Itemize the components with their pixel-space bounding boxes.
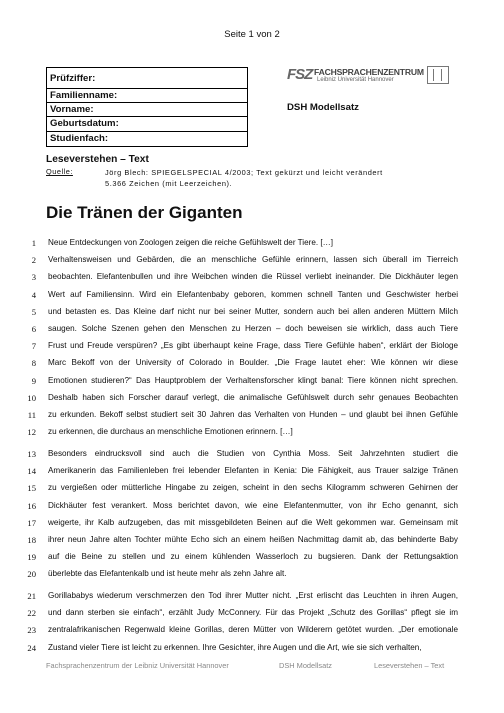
line-number: 6 <box>31 324 36 334</box>
text-line <box>0 408 504 426</box>
article-title: Die Tränen der Giganten <box>46 203 243 222</box>
text-line <box>0 322 504 340</box>
line-text: Neue Entdeckungen von Zoologen zeigen die reiche Gefühlswelt der Tiere. […] <box>48 238 333 247</box>
text-line <box>0 391 504 409</box>
fsz-mark: FSZ <box>287 66 313 83</box>
footer-left: Fachsprachenzentrum der Leibniz Universität Hannover <box>46 661 229 670</box>
line-text: überlebte das Elefantenkalb und ist heute mehr als zehn Jahre alt. <box>48 569 287 579</box>
line-number: 23 <box>27 625 36 636</box>
text-line <box>0 623 504 641</box>
line-text: und betasten es. Das Kleine darf nicht nur bei seiner Mutter, sondern auch bei allen anderen Müttern Milch <box>48 306 458 316</box>
line-number: 3 <box>31 272 36 283</box>
text-line <box>0 447 504 465</box>
source-line-1: Jörg Blech: SPIEGELSPECIAL 4/2003; Text gekürzt und leicht verändert <box>105 168 383 177</box>
line-text: Besonders eindrucksvoll sind auch die Studien von Cynthia Moss. Seit Jahrzehnten studiert die <box>48 448 458 458</box>
line-number: 1 <box>31 238 36 248</box>
text-line <box>0 288 504 306</box>
text-line <box>0 499 504 517</box>
form-field-geburtsdatum[interactable]: Geburtsdatum: <box>47 117 247 131</box>
line-number: 10 <box>27 392 36 403</box>
source-line-2: 5.366 Zeichen (mit Leerzeichen). <box>105 179 233 188</box>
text-line <box>0 339 504 357</box>
line-number: 9 <box>31 375 36 386</box>
line-number: 20 <box>27 569 36 580</box>
line-number: 7 <box>31 341 36 352</box>
form-field-pruefziffer[interactable]: Prüfziffer: <box>47 68 247 89</box>
line-text: auf die Beine zu stellen und zu einem kühlenden Wasserloch zu bugsieren. Dank der Rettungsaktion <box>48 552 458 562</box>
line-text: zu erkunden. Bekoff selbst studiert seit 30 Jahren das Verhalten von Hunden – und glaubt bei ihnen Gefühle <box>48 410 458 419</box>
text-line <box>0 374 504 392</box>
line-number: 8 <box>31 358 36 369</box>
line-text: beobachten. Elefantenbullen und ihre Weibchen winden die Rüssel verliebt ineinander. Die Dickhäuter legen <box>48 272 458 282</box>
line-number: 4 <box>31 289 36 300</box>
line-number: 24 <box>27 642 36 653</box>
fsz-logo <box>287 66 462 88</box>
line-text: Amerikanerin das Familienleben frei lebender Elefanten in Kenia: Die Fähigkeit, aus Trauer salzige Tränen <box>48 466 458 476</box>
line-text: weigerte, ihr Kalb aufzugeben, das mit missgebildeten Beinen auf die Welt gekommen war. Gemeinsam mit <box>48 517 458 527</box>
line-text: Dickhäuter fest verankert. Moss berichtet davon, wie eine Elefantenmutter, von ihr Echo genannt, sich <box>48 500 458 510</box>
logo-name: FACHSPRACHENZENTRUM <box>314 67 424 77</box>
line-number: 11 <box>27 410 36 420</box>
university-logo-icon <box>427 66 449 84</box>
personal-data-form <box>46 67 248 147</box>
text-line <box>0 550 504 568</box>
line-number: 12 <box>27 427 36 438</box>
line-text: Deshalb haben sich Forscher darauf verlegt, die animalische Gefühlswelt durch sehr genaues Beobachten <box>48 392 458 402</box>
text-line <box>0 425 504 443</box>
dsh-title: DSH Modellsatz <box>287 102 359 113</box>
line-number: 14 <box>27 466 36 477</box>
line-text: zentralafrikanischen Regenwald kleine Gorillas, deren Mütter von Wilderern getötet wurden. „Der emotionale <box>48 625 458 635</box>
text-line <box>0 641 504 659</box>
section-title: Leseverstehen – Text <box>46 154 149 165</box>
page-number-header: Seite 1 von 2 <box>224 29 280 40</box>
line-text: ihrer neun Jahre alten Tochter mühte Echo sich an einem heißen Nachmittag damit ab, das behinderte Baby <box>48 534 458 544</box>
footer-right: Leseverstehen – Text <box>374 661 445 670</box>
line-text: zu vergießen oder mütterliche Hingabe zu zeigen, scheint in den sechs Kilogramm schweren Gehirnen der <box>48 483 458 493</box>
line-number: 17 <box>27 517 36 528</box>
line-number: 21 <box>27 591 36 601</box>
source-text <box>105 167 485 189</box>
text-line <box>0 464 504 482</box>
form-field-familienname[interactable]: Familienname: <box>47 89 247 103</box>
line-number: 15 <box>27 483 36 494</box>
text-line <box>0 305 504 323</box>
line-number: 2 <box>31 255 36 266</box>
logo-subtitle: Leibniz Universität Hannover <box>317 77 394 83</box>
line-text: Marc Bekoff von der University of Colorado in Boulder. „Die Frage lautet eher: Wie können wir diese <box>48 358 458 368</box>
text-line <box>0 533 504 551</box>
text-line <box>0 270 504 288</box>
line-text: zu erkennen, die durchaus an menschliche Emotionen erinnern. […] <box>48 427 293 437</box>
line-number: 22 <box>27 608 36 619</box>
line-text: saugen. Solche Szenen gehen den Menschen zu Herzen – doch beweisen sie wirklich, dass auch Tiere <box>48 324 458 333</box>
text-line <box>0 567 504 585</box>
line-number: 19 <box>27 552 36 563</box>
text-line <box>0 606 504 624</box>
form-field-vorname[interactable]: Vorname: <box>47 103 247 117</box>
text-line <box>0 481 504 499</box>
text-line <box>0 516 504 534</box>
text-line <box>0 253 504 271</box>
line-number: 18 <box>27 534 36 545</box>
line-text: Emotionen studieren?“ Das Hauptproblem der Verhaltensforscher klingt banal: Tiere können nicht sprechen. <box>48 375 458 385</box>
line-text: und dann sterben sie einfach“, erzählt Judy McConnery. Für das Projekt „Schutz des Gorillas“ pflegt sie im <box>48 608 458 618</box>
line-text: Verhaltensweisen und Gebärden, die an menschliche Gefühle erinnern, lassen sich überall im Tierreich <box>48 255 458 265</box>
footer-center: DSH Modellsatz <box>279 661 332 670</box>
line-text: Frust und Freude verspüren? „Es gibt überhaupt keine Frage, dass Tiere Gefühle haben“, erklärt der Biologe <box>48 341 458 351</box>
text-line <box>0 356 504 374</box>
text-line <box>0 236 504 254</box>
line-number: 16 <box>27 500 36 511</box>
form-field-studienfach[interactable]: Studienfach: <box>50 132 109 144</box>
source-label: Quelle: <box>46 167 73 176</box>
line-text: Wert auf Familiensinn. Wird ein Elefantenbaby geboren, kommen schnell Tanten und Geschwister herbei <box>48 289 458 299</box>
line-number: 5 <box>31 306 36 317</box>
text-line <box>0 589 504 607</box>
line-text: Zustand vieler Tiere ist leicht zu erkennen. Ihre Gesichter, ihre Augen und die Art, wie sie sich verhalten, <box>48 642 422 652</box>
line-text: Gorillababys wiederum verschmerzen den Tod ihrer Mutter nicht. „Erst erlischt das Leuchten in ihren Augen, <box>48 591 458 600</box>
line-number: 13 <box>27 448 36 459</box>
